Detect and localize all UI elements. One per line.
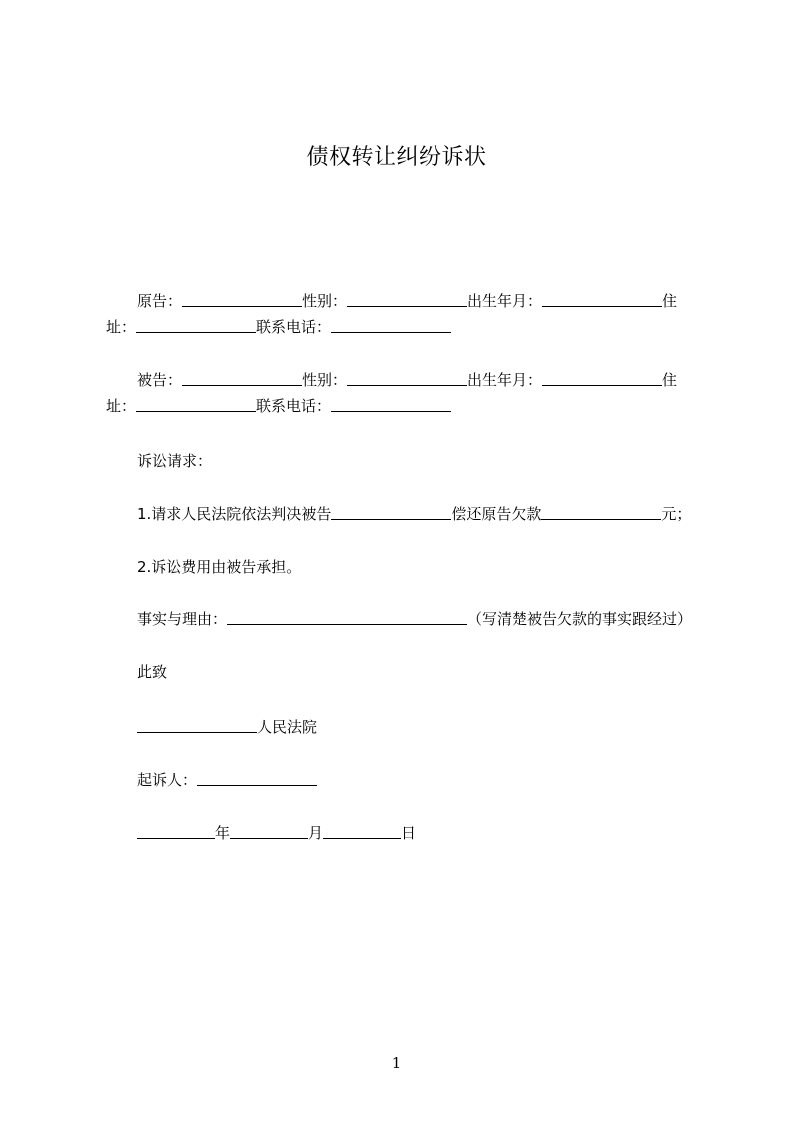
claim-1-suffix: 元； <box>661 505 692 523</box>
plaintiff-name-blank[interactable] <box>182 291 302 307</box>
defendant-address-label-1: 住 <box>662 371 678 389</box>
plaintiff-phone-blank[interactable] <box>331 317 451 333</box>
defendant-line-1 <box>106 367 700 393</box>
month-blank[interactable] <box>230 823 308 839</box>
facts-line <box>137 606 692 632</box>
defendant-gender-blank[interactable] <box>347 370 467 386</box>
plaintiff-address-label-2: 址： <box>106 318 137 336</box>
plaintiff-line-2 <box>106 314 700 340</box>
defendant-phone-blank[interactable] <box>331 396 451 412</box>
plaintiff-block <box>106 288 700 340</box>
signer-label: 起诉人： <box>137 771 198 789</box>
plaintiff-birth-blank[interactable] <box>542 291 662 307</box>
claim-1-prefix: 1.请求人民法院依法判决被告 <box>137 505 332 523</box>
signer-blank[interactable] <box>197 770 317 786</box>
day-label: 日 <box>401 824 417 842</box>
claims-heading: 诉讼请求： <box>137 452 213 470</box>
plaintiff-label: 原告： <box>137 292 183 310</box>
defendant-line-2 <box>106 393 700 419</box>
plaintiff-gender-blank[interactable] <box>347 291 467 307</box>
court-line <box>137 714 317 740</box>
defendant-block <box>106 367 700 419</box>
defendant-address-blank[interactable] <box>136 396 256 412</box>
defendant-phone-label: 联系电话： <box>256 397 332 415</box>
plaintiff-birth-label: 出生年月： <box>467 292 543 310</box>
defendant-label: 被告： <box>137 371 183 389</box>
signer-line <box>137 767 317 793</box>
defendant-address-label-2: 址： <box>106 397 137 415</box>
court-name-blank[interactable] <box>137 717 257 733</box>
claim-1-defendant-blank[interactable] <box>331 504 451 520</box>
facts-note: （写清楚被告欠款的事实跟经过） <box>467 610 693 628</box>
plaintiff-line-1 <box>106 288 700 314</box>
claim-2: 2.诉讼费用由被告承担。 <box>137 558 302 576</box>
year-label: 年 <box>215 824 231 842</box>
date-line <box>137 820 416 846</box>
plaintiff-address-label-1: 住 <box>662 292 678 310</box>
closing: 此致 <box>137 663 168 681</box>
facts-blank[interactable] <box>227 609 467 625</box>
defendant-birth-label: 出生年月： <box>467 371 543 389</box>
claim-1 <box>137 501 691 527</box>
day-blank[interactable] <box>323 823 401 839</box>
facts-label: 事实与理由： <box>137 610 228 628</box>
defendant-birth-blank[interactable] <box>542 370 662 386</box>
plaintiff-phone-label: 联系电话： <box>256 318 332 336</box>
page-number: 1 <box>391 1054 402 1072</box>
month-label: 月 <box>308 824 324 842</box>
plaintiff-address-blank[interactable] <box>136 317 256 333</box>
defendant-gender-label: 性别： <box>302 371 348 389</box>
claim-1-middle: 偿还原告欠款 <box>451 505 542 523</box>
plaintiff-gender-label: 性别： <box>302 292 348 310</box>
court-suffix: 人民法院 <box>257 718 318 736</box>
claim-1-amount-blank[interactable] <box>541 504 661 520</box>
document-title: 债权转让纠纷诉状 <box>306 145 487 170</box>
defendant-name-blank[interactable] <box>182 370 302 386</box>
year-blank[interactable] <box>137 823 215 839</box>
